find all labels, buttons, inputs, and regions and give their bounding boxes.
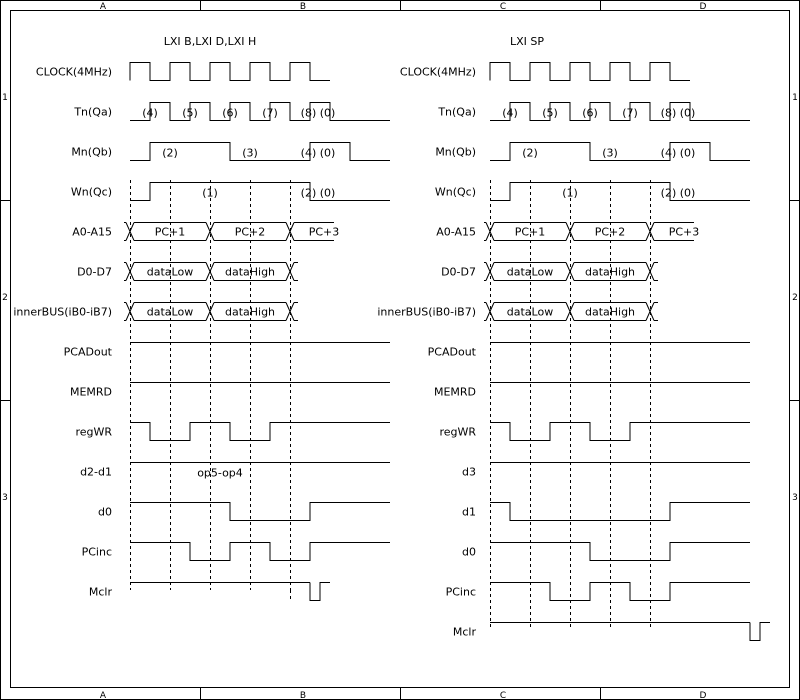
outer-border xyxy=(1,1,800,700)
signal-row xyxy=(439,423,750,441)
signal-label: regWR xyxy=(75,425,112,439)
signal-value-label: (2) (0) xyxy=(660,186,696,200)
bus-segment-label: PC+3 xyxy=(668,225,700,239)
signal-waveform xyxy=(130,543,390,561)
signal-row xyxy=(435,143,750,161)
panel-right xyxy=(377,35,770,641)
signal-row xyxy=(70,383,390,399)
signal-value-label: op5-op4 xyxy=(197,466,243,480)
signal-row xyxy=(435,183,750,201)
signal-value-label: (2) xyxy=(522,146,538,160)
signal-waveform xyxy=(490,543,750,561)
signal-label: d0 xyxy=(98,505,112,519)
signal-waveform xyxy=(130,503,390,521)
signal-row xyxy=(71,183,390,201)
bus-segment-label: PC+3 xyxy=(308,225,340,239)
bus-segment-label: dataHigh xyxy=(224,265,276,279)
signal-label: Wn(Qc) xyxy=(70,185,112,199)
signal-value-label: (6) xyxy=(582,106,598,120)
signal-label: A0-A15 xyxy=(72,225,112,239)
signal-waveform xyxy=(490,583,750,601)
signal-label: Mn(Qb) xyxy=(435,145,476,159)
frame-column-label: A xyxy=(99,691,107,700)
clear-pulse xyxy=(310,583,330,601)
panel-left xyxy=(13,35,390,601)
panel-title: LXI B,LXI D,LXI H xyxy=(163,35,257,48)
signal-label: Tn(Qa) xyxy=(438,105,476,119)
signal-waveform xyxy=(490,183,750,201)
signal-row xyxy=(462,503,750,521)
signal-value-label: (2) xyxy=(162,146,178,160)
signal-label: Mn(Qb) xyxy=(71,145,112,159)
bus-segment-label: dataLow xyxy=(506,265,554,279)
signal-row xyxy=(446,583,750,601)
signal-row xyxy=(462,543,750,561)
timing-panels xyxy=(13,35,770,641)
signal-value-label: (2) (0) xyxy=(300,186,336,200)
signal-waveform xyxy=(130,103,390,121)
frame-row-label: 1 xyxy=(792,93,798,103)
frame-column-label: A xyxy=(99,2,107,12)
signal-waveform xyxy=(130,183,390,201)
signal-value-label: (4) (0) xyxy=(660,146,696,160)
bus-segment-label: dataHigh xyxy=(584,305,636,319)
clock-waveform xyxy=(490,63,690,81)
signal-row xyxy=(72,223,339,241)
panel-title: LXI SP xyxy=(509,35,545,48)
bus-segment-label: PC+2 xyxy=(594,225,626,239)
signal-label: d0 xyxy=(462,545,476,559)
signal-label: MEMRD xyxy=(433,385,476,399)
signal-row xyxy=(64,343,390,359)
frame-row-label: 1 xyxy=(2,93,8,103)
signal-row xyxy=(71,143,390,161)
frame-column-label: C xyxy=(499,2,507,12)
signal-row xyxy=(77,263,298,281)
clock-waveform xyxy=(130,63,330,81)
clear-pulse xyxy=(750,623,770,641)
signal-row xyxy=(400,63,690,81)
bus-segment-label: dataHigh xyxy=(584,265,636,279)
signal-row xyxy=(73,103,390,121)
bus-segment-label: PC+1 xyxy=(514,225,546,239)
signal-label: PCinc xyxy=(445,585,476,599)
frame-column-label: D xyxy=(699,2,707,12)
signal-value-label: (1) xyxy=(562,186,578,200)
signal-label: CLOCK(4MHz) xyxy=(399,65,476,79)
signal-label: innerBUS(iB0-iB7) xyxy=(377,305,476,319)
signal-value-label: (4) (0) xyxy=(300,146,336,160)
signal-value-label: (7) xyxy=(622,106,638,120)
bus-segment-label: dataLow xyxy=(506,305,554,319)
bus-segment-label: PC+1 xyxy=(154,225,186,239)
signal-value-label: (6) xyxy=(222,106,238,120)
frame-column-label: B xyxy=(299,691,307,700)
signal-waveform xyxy=(490,423,750,441)
signal-row xyxy=(434,383,750,399)
signal-label: MEMRD xyxy=(69,385,112,399)
signal-row xyxy=(82,543,390,561)
signal-label: regWR xyxy=(439,425,476,439)
signal-label: d3 xyxy=(462,465,476,479)
signal-label: innerBUS(iB0-iB7) xyxy=(13,305,112,319)
signal-waveform xyxy=(490,103,750,121)
frame-column-label: C xyxy=(499,691,507,700)
frame-column-label: B xyxy=(299,2,307,12)
frame-column-label: D xyxy=(699,691,707,700)
signal-value-label: (7) xyxy=(262,106,278,120)
bus-segment-label: PC+2 xyxy=(234,225,266,239)
signal-row xyxy=(462,463,750,479)
frame-row-label: 2 xyxy=(2,293,8,303)
signal-label: PCADout xyxy=(63,345,112,359)
signal-label: D0-D7 xyxy=(77,265,112,279)
signal-label: PCinc xyxy=(81,545,112,559)
signal-row xyxy=(98,503,390,521)
bus-segment-label: dataHigh xyxy=(224,305,276,319)
signal-label: d1 xyxy=(462,505,476,519)
signal-value-label: (4) xyxy=(142,106,158,120)
signal-row xyxy=(75,423,390,441)
signal-value-label: (1) xyxy=(202,186,218,200)
signal-row xyxy=(89,583,330,601)
signal-label: Tn(Qa) xyxy=(74,105,112,119)
signal-label: d2-d1 xyxy=(80,465,112,479)
signal-row xyxy=(436,223,699,241)
signal-row xyxy=(377,303,658,321)
frame-row-label: 2 xyxy=(792,293,798,303)
signal-row xyxy=(441,263,658,281)
signal-row xyxy=(453,623,770,641)
signal-value-label: (8) (0) xyxy=(660,106,696,120)
bus-segment-label: dataLow xyxy=(146,265,194,279)
signal-value-label: (3) xyxy=(242,146,258,160)
frame-row-label: 3 xyxy=(792,493,798,503)
signal-value-label: (3) xyxy=(602,146,618,160)
signal-row xyxy=(13,303,298,321)
signal-label: PCADout xyxy=(427,345,476,359)
signal-row xyxy=(437,103,750,121)
signal-waveform xyxy=(130,423,390,441)
signal-value-label: (8) (0) xyxy=(300,106,336,120)
signal-value-label: (5) xyxy=(182,106,198,120)
signal-row xyxy=(428,343,750,359)
signal-label: Mclr xyxy=(88,585,112,599)
signal-label: D0-D7 xyxy=(441,265,476,279)
bus-segment-label: dataLow xyxy=(146,305,194,319)
signal-row xyxy=(36,63,330,81)
signal-label: Wn(Qc) xyxy=(434,185,476,199)
signal-value-label: (4) xyxy=(502,106,518,120)
signal-waveform xyxy=(490,503,750,521)
signal-label: A0-A15 xyxy=(436,225,476,239)
signal-value-label: (5) xyxy=(542,106,558,120)
frame-row-label: 3 xyxy=(2,493,8,503)
signal-label: Mclr xyxy=(452,625,476,639)
signal-row xyxy=(80,463,390,480)
signal-label: CLOCK(4MHz) xyxy=(35,65,112,79)
